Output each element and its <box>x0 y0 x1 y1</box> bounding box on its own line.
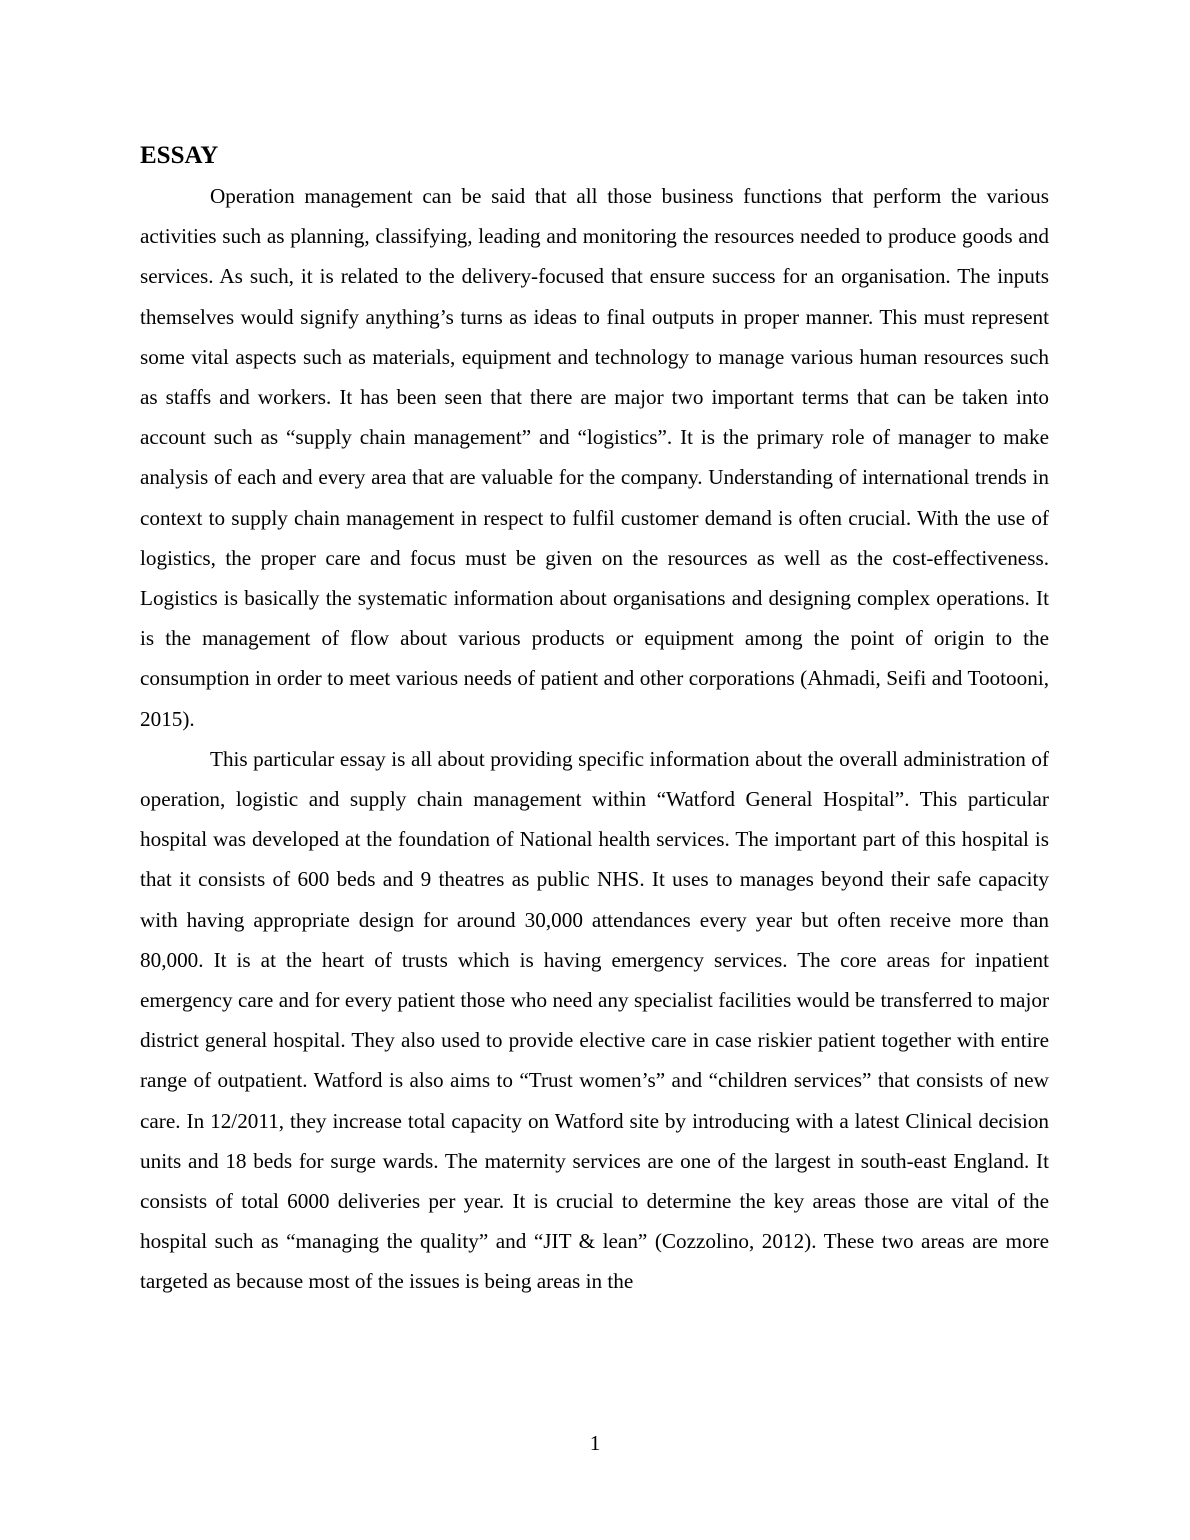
page-number: 1 <box>589 1431 601 1455</box>
paragraph-1: Operation management can be said that all those business functions that perform the various activities such as planning, classifying, leading and monitoring the resources needed to produce goods and services. As such, it is related to the delivery-focused that ensure success for an organisation. The inputs themselves would signify anything’s turns as ideas to final outputs in proper manner. This must represent some vital aspects such as materials, equipment and technology to manage various human resources such as staffs and workers. It has been seen that there are major two important terms that can be taken into account such as “supply chain management” and “logistics”. It is the primary role of manager to make analysis of each and every area that are valuable for the company. Understanding of international trends in context to supply chain management in respect to fulfil customer demand is often crucial. With the use of logistics, the proper care and focus must be given on the resources as well as the cost-effectiveness. Logistics is basically the systematic information about organisations and designing complex operations. It is the management of flow about various products or equipment among the point of origin to the consumption in order to meet various needs of patient and other corporations (Ahmadi, Seifi and Tootooni, 2015). <box>140 184 1049 731</box>
page-content <box>140 138 1049 1302</box>
page-heading: ESSAY <box>140 142 219 169</box>
paragraph-2: This particular essay is all about providing specific information about the overall administration of operation, logistic and supply chain management within “Watford General Hospital”. This particular hospital was developed at the foundation of National health services. The important part of this hospital is that it consists of 600 beds and 9 theatres as public NHS. It uses to manages beyond their safe capacity with having appropriate design for around 30,000 attendances every year but often receive more than 80,000. It is at the heart of trusts which is having emergency services. The core areas for inpatient emergency care and for every patient those who need any specialist facilities would be transferred to major district general hospital. They also used to provide elective care in case riskier patient together with entire range of outpatient. Watford is also aims to “Trust women’s” and “children services” that consists of new care. In 12/2011, they increase total capacity on Watford site by introducing with a latest Clinical decision units and 18 beds for surge wards. The maternity services are one of the largest in south-east England. It consists of total 6000 deliveries per year. It is crucial to determine the key areas those are vital of the hospital such as “managing the quality” and “JIT & lean” (Cozzolino, 2012). These two areas are more targeted as because most of the issues is being areas in the <box>140 746 1049 1294</box>
